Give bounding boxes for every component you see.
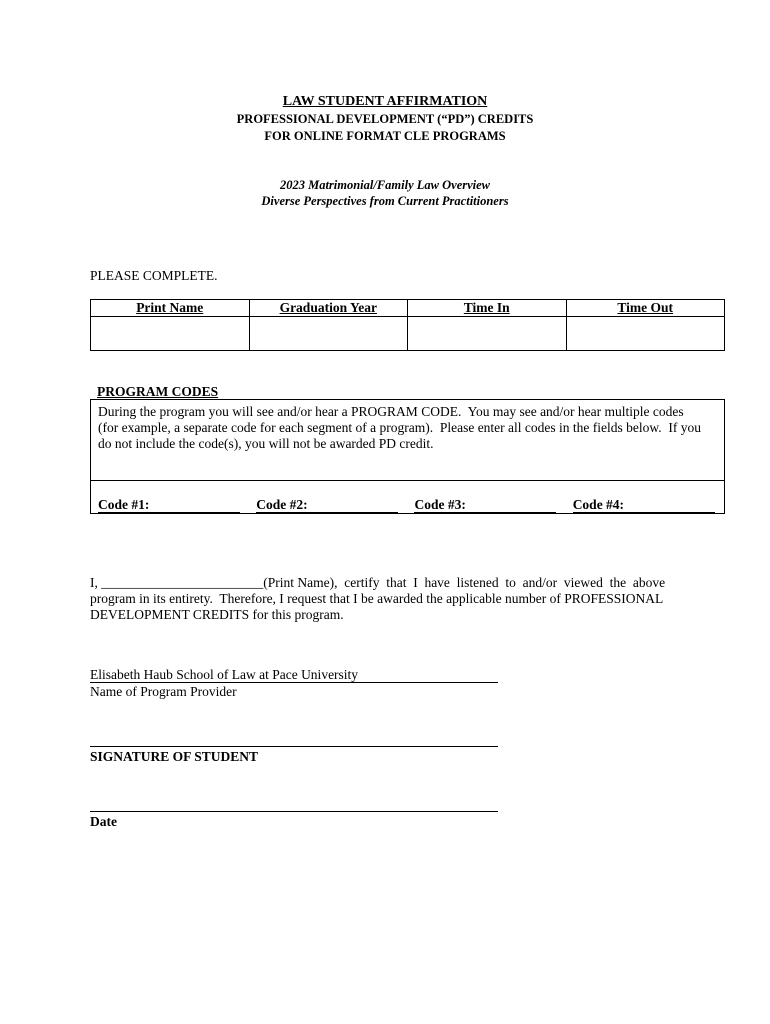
instructions-line: (for example, a separate code for each segment of a program). Please enter all codes in the fields below. If you	[98, 420, 701, 435]
instructions-line: do not include the code(s), you will not be awarded PD credit.	[98, 436, 434, 451]
program-codes-box	[90, 399, 725, 514]
table-header-row	[91, 300, 725, 317]
form-subtitle-2: FOR ONLINE FORMAT CLE PROGRAMS	[264, 129, 506, 143]
code-2-field[interactable]	[249, 481, 407, 514]
student-info-table	[90, 299, 725, 351]
signature-label: SIGNATURE OF STUDENT	[90, 749, 259, 764]
code-1-field[interactable]	[91, 481, 250, 514]
form-title: LAW STUDENT AFFIRMATION	[282, 94, 488, 109]
date-line[interactable]	[90, 811, 498, 812]
instructions-line: During the program you will see and/or hear a PROGRAM CODE. You may see and/or hear multiple codes	[98, 404, 684, 419]
program-provider-value[interactable]: Elisabeth Haub School of Law at Pace University	[90, 667, 359, 682]
program-codes-heading: PROGRAM CODES	[97, 384, 219, 399]
codes-row	[91, 481, 725, 514]
form-subtitle: PROFESSIONAL DEVELOPMENT (“PD”) CREDITS	[236, 112, 534, 126]
table-input-row	[91, 317, 725, 351]
header-print-name: Print Name	[91, 300, 250, 317]
instruction-text: PLEASE COMPLETE.	[90, 268, 218, 283]
header-graduation-year: Graduation Year	[249, 300, 408, 317]
code-3-field[interactable]	[407, 481, 565, 514]
provider-underline	[90, 682, 498, 683]
signature-line[interactable]	[90, 746, 498, 747]
date-label: Date	[90, 814, 117, 829]
code-4-field[interactable]	[566, 481, 725, 514]
program-subtitle: Diverse Perspectives from Current Practitioners	[261, 194, 509, 208]
program-provider-label: Name of Program Provider	[90, 684, 237, 699]
code-1-label: Code #1:	[98, 497, 240, 513]
program-title: 2023 Matrimonial/Family Law Overview	[279, 178, 491, 192]
time-in-field[interactable]	[408, 317, 567, 351]
certification-statement	[90, 575, 665, 623]
graduation-year-field[interactable]	[249, 317, 408, 351]
header-time-in: Time In	[408, 300, 567, 317]
certification-line: program in its entirety. Therefore, I request that I be awarded the applicable number of PROFESSIONAL	[90, 591, 664, 606]
code-3-label: Code #3:	[414, 497, 556, 513]
print-name-field[interactable]	[91, 317, 250, 351]
certification-line: DEVELOPMENT CREDITS for this program.	[90, 607, 344, 622]
certification-line: I, ________________________(Print Name), certify that I have listened to and/or viewed the above	[90, 575, 666, 590]
header-time-out: Time Out	[566, 300, 725, 317]
time-out-field[interactable]	[566, 317, 725, 351]
program-codes-instructions	[91, 400, 725, 481]
code-4-label: Code #4:	[573, 497, 715, 513]
code-2-label: Code #2:	[256, 497, 398, 513]
